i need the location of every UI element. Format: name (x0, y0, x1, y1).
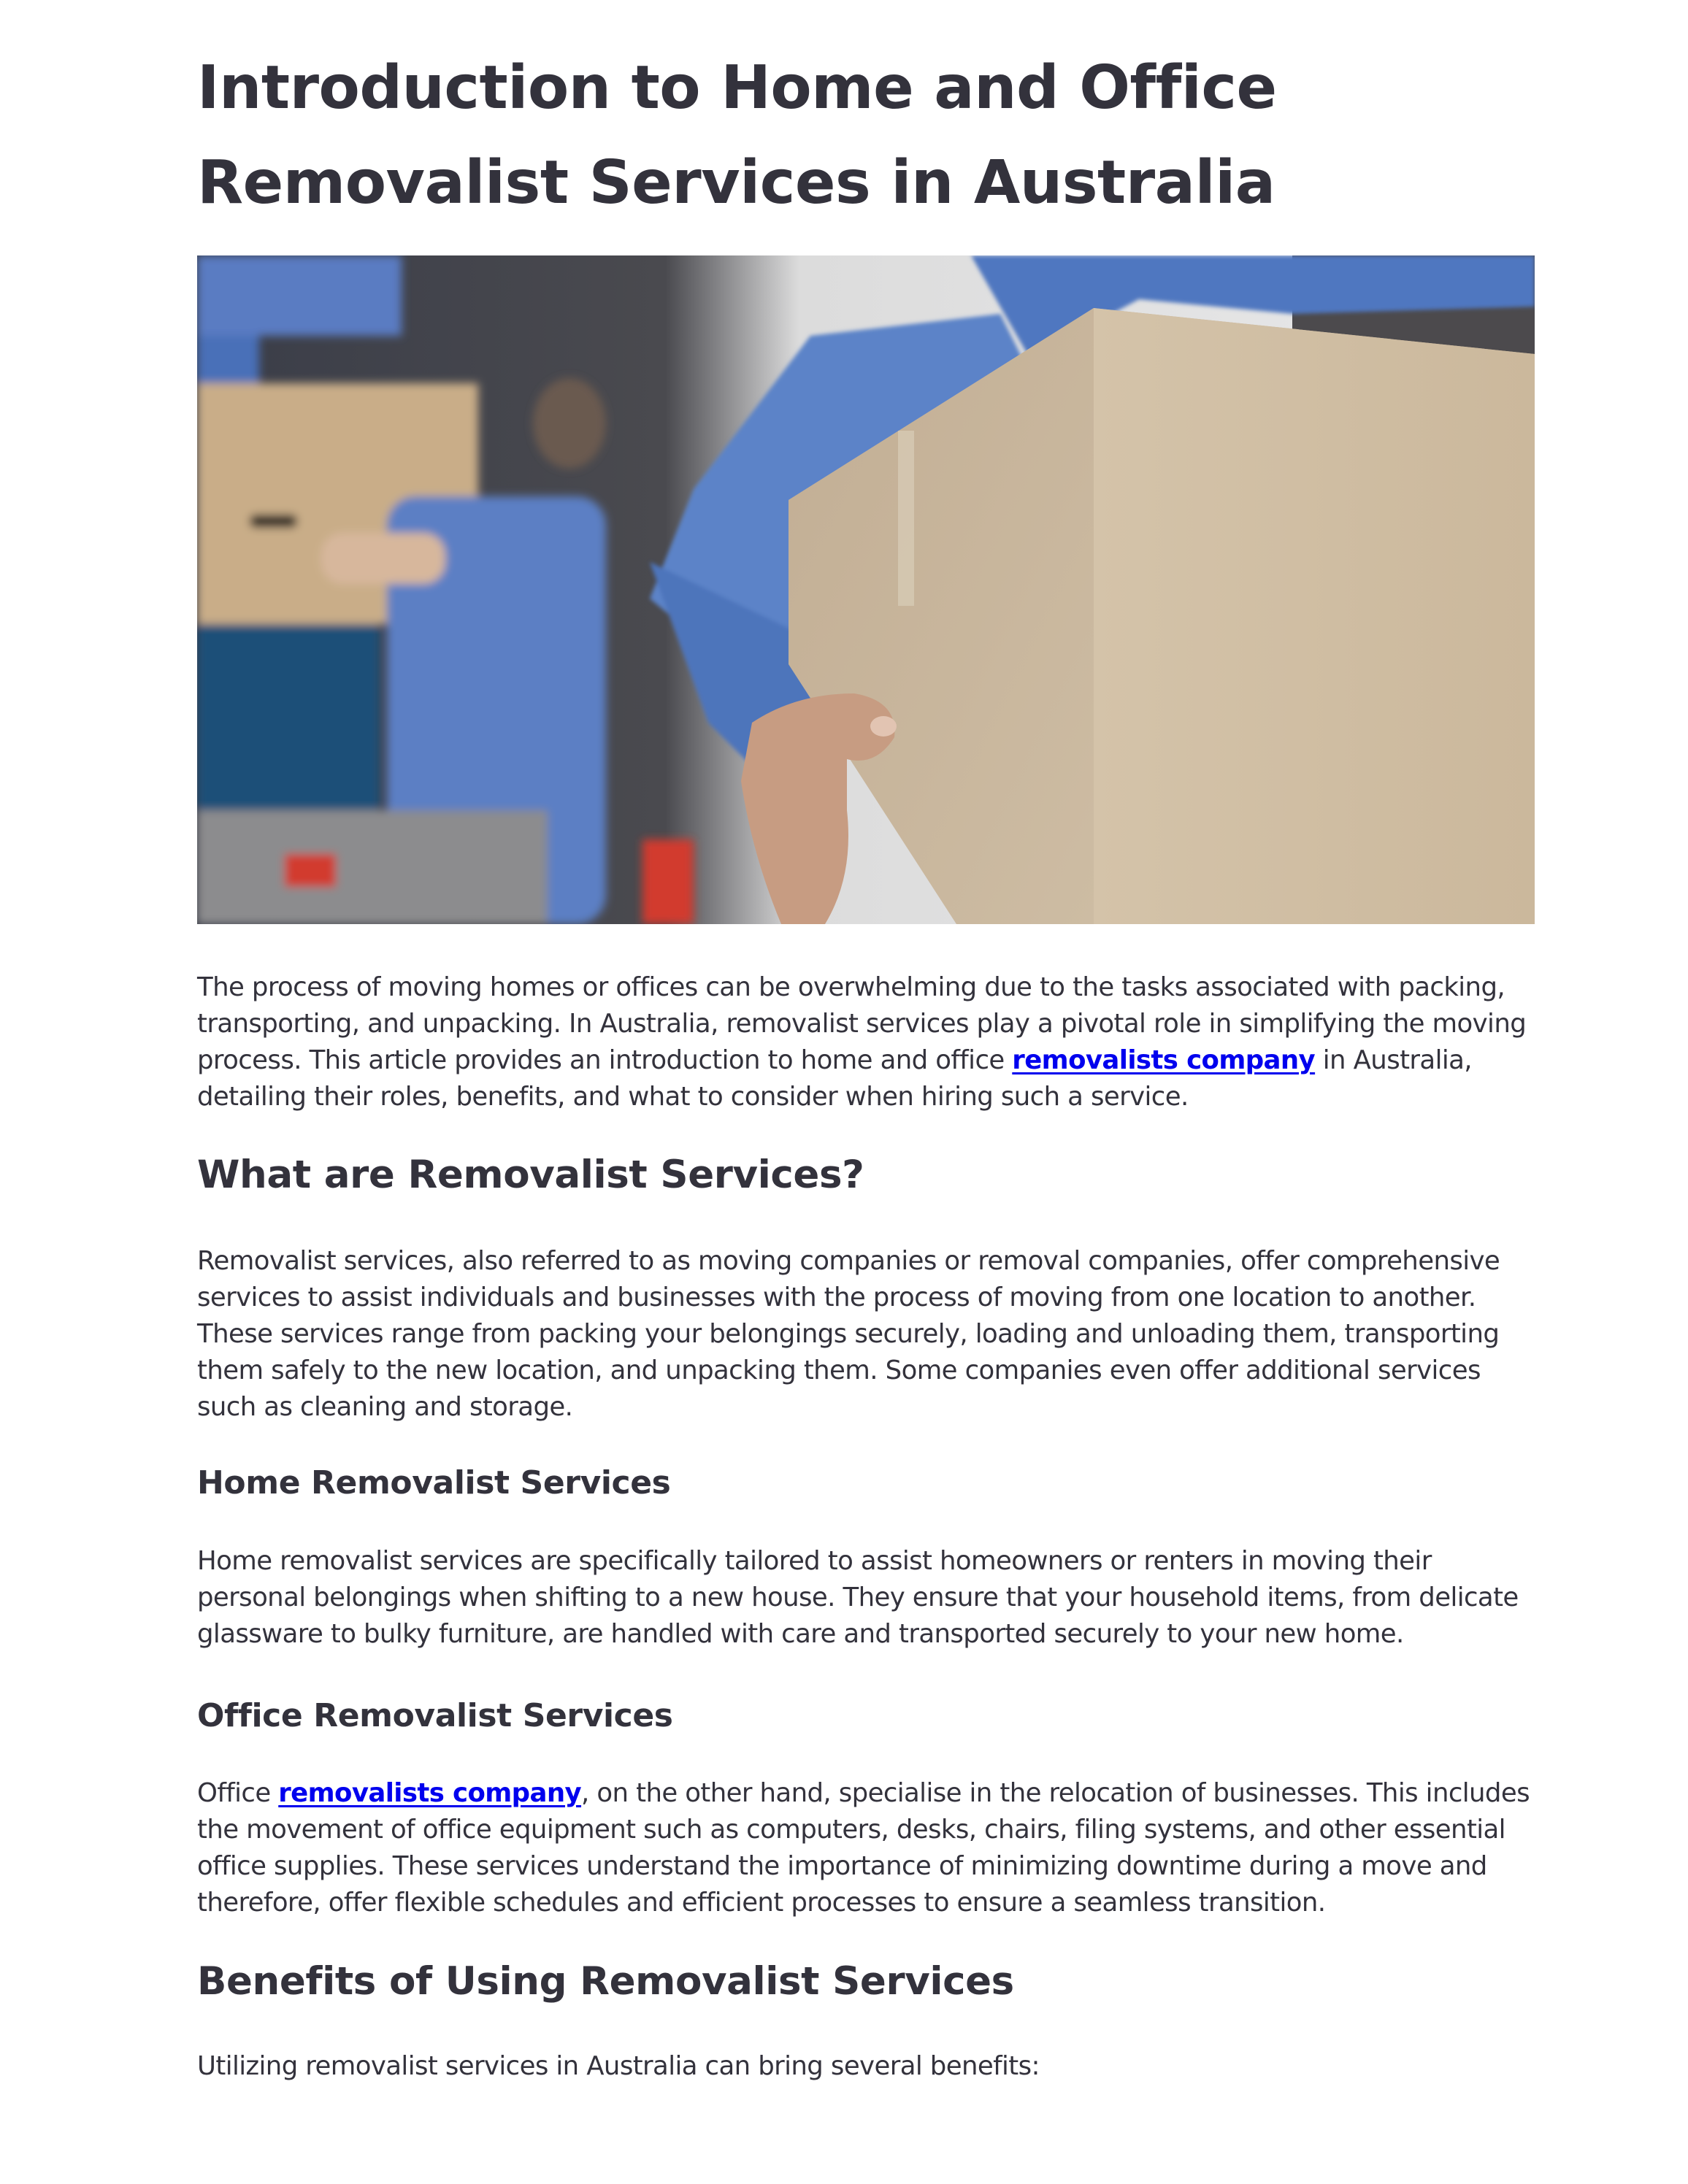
home-paragraph: Home removalist services are specifically tailored to assist homeowners or renters in moving their personal belongings when shifting to a new house. They ensure that your household items, from delicate glassware to bulky furniture, are handled with care and transported securely to your new home. (197, 1546, 1519, 1649)
movers-photo-illustration (197, 255, 1535, 924)
section-heading-home: Home Removalist Services (197, 1464, 671, 1502)
benefits-intro-paragraph: Utilizing removalist services in Australia can bring several benefits: (197, 2051, 1040, 2081)
office-paragraph: Office removalists company, on the other hand, specialise in the relocation of businesses. This includes the movement of office equipment such as computers, desks, chairs, filing systems, and other essential office supplies. These services understand the importance of minimizing downtime during a move and therefore, offer flexible schedules and efficient processes to ensure a seamless transition. (197, 1778, 1530, 1918)
removalists-company-link[interactable]: removalists company (1012, 1045, 1316, 1075)
page-title: Introduction to Home and Office Removalist Services in Australia (197, 53, 1277, 218)
section-heading-benefits: Benefits of Using Removalist Services (197, 1959, 1014, 2004)
intro-paragraph: The process of moving homes or offices can be overwhelming due to the tasks associated with packing, transporting, and unpacking. In Australia, removalist services play a pivotal role in simplifying the moving process. This article provides an introduction to home and office removalists company in Australia, detailing their roles, benefits, and what to consider when hiring such a service. (197, 972, 1527, 1112)
hero-image (197, 255, 1535, 924)
section-heading-office: Office Removalist Services (197, 1697, 673, 1734)
office-removalists-company-link[interactable]: removalists company (278, 1778, 582, 1808)
what-are-paragraph: Removalist services, also referred to as moving companies or removal companies, offer comprehensive services to assist individuals and businesses with the process of moving from one location to another. These services range from packing your belongings securely, loading and unloading them, transporting them safely to the new location, and unpacking them. Some companies even offer additional services such as cleaning and storage. (197, 1246, 1500, 1422)
section-heading-what-are: What are Removalist Services? (197, 1153, 864, 1197)
